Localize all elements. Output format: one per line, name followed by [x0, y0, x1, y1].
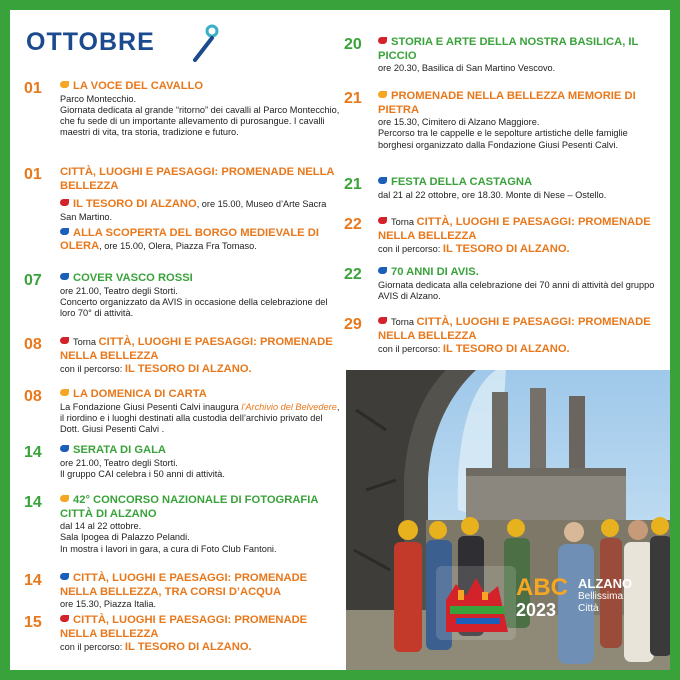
- event-date: 14: [24, 494, 42, 511]
- event-title: STORIA E ARTE DELLA NOSTRA BASILICA, IL PICCIO: [378, 36, 639, 62]
- event-lead: Torna: [391, 317, 417, 327]
- event-text: ore 21.00, Teatro degli Storti.: [60, 285, 178, 296]
- route-name: IL TESORO DI ALZANO.: [442, 343, 570, 355]
- event-date: 22: [344, 216, 362, 233]
- bullet-icon: [378, 37, 387, 44]
- route-label: con il percorso:: [60, 364, 125, 374]
- event-text: , il riordino e i luoghi destinati alla custodia dell’archivio privato del Dott. Giusi Pesenti Calvi .: [60, 401, 340, 435]
- abc-logo-icon: [436, 566, 516, 640]
- event-text: Concerto organizzato da AVIS in occasione della celebrazione del loro 70° di attività.: [60, 296, 328, 319]
- event-title: CITTÀ, LUOGHI E PAESAGGI: PROMENADE NELLA BELLEZZA: [60, 336, 333, 362]
- event-text: ore 20.30, Basilica di San Martino Vescovo.: [378, 63, 556, 73]
- event-text: La Fondazione Giusi Pesenti Calvi inaugura: [60, 401, 242, 412]
- event-text: Sala Ipogea di Palazzo Pelandi.: [60, 532, 190, 543]
- program-sheet: [10, 10, 670, 670]
- event-photo: [346, 370, 670, 670]
- bullet-icon: [378, 267, 387, 274]
- bullet-icon: [60, 495, 69, 502]
- event-title: LA VOCE DEL CAVALLO: [73, 80, 204, 92]
- archive-name: l’Archivio del Belvedere: [241, 401, 337, 412]
- event-date: 14: [24, 572, 42, 589]
- logo-place: ALZANO: [578, 576, 633, 591]
- abc-logo: [516, 576, 568, 620]
- bullet-icon: [60, 81, 69, 88]
- route-name: IL TESORO DI ALZANO.: [124, 363, 252, 375]
- page-title: OTTOBRE: [26, 28, 155, 56]
- logo-abc: ABC: [516, 574, 568, 601]
- event-date: 20: [344, 36, 362, 53]
- event-text: ore 15.30, Cimitero di Alzano Maggiore.: [378, 117, 540, 127]
- bullet-icon: [378, 217, 387, 224]
- event-text: dal 21 al 22 ottobre, ore 18.30. Monte di Nese – Ostello.: [378, 189, 607, 200]
- bullet-icon: [378, 177, 387, 184]
- event-lead: Torna: [391, 217, 417, 227]
- route-label: con il percorso:: [378, 244, 443, 254]
- event-text: ore 15.30, Piazza Italia.: [60, 599, 157, 609]
- event-title: 42° CONCORSO NAZIONALE DI FOTOGRAFIA CITTÀ DI ALZANO: [60, 494, 319, 520]
- event-text: , ore 15.00, Museo d’Arte Sacra San Martino.: [60, 199, 327, 222]
- bullet-icon: [60, 273, 69, 280]
- event-title: COVER VASCO ROSSI: [73, 272, 193, 284]
- bullet-icon: [60, 389, 69, 396]
- event-text: In mostra i lavori in gara, a cura di Foto Club Fantoni.: [60, 543, 277, 554]
- event-date: 29: [344, 316, 362, 333]
- event-text: Parco Montecchio.: [60, 93, 137, 104]
- event-text: Giornata dedicata al grande “ritorno” dei cavalli al Parco Montecchio, che fu sede di un importante allevamento di purosangue. I cavalli maestri di vita, tra storia, tradizione e futuro.: [60, 104, 340, 138]
- event-subtitle: ALLA SCOPERTA DEL BORGO MEDIEVALE DI OLERA: [60, 226, 319, 253]
- event-title: LA DOMENICA DI CARTA: [73, 388, 207, 400]
- event-title: 70 ANNI DI AVIS.: [391, 266, 479, 278]
- event-title: CITTÀ, LUOGHI E PAESAGGI: PROMENADE NELLA BELLEZZA, TRA CORSI D’ACQUA: [60, 572, 308, 598]
- event-date: 15: [24, 614, 42, 631]
- event-title: CITTÀ, LUOGHI E PAESAGGI: PROMENADE NELLA BELLEZZA: [60, 166, 335, 192]
- bullet-icon: [60, 228, 69, 235]
- bullet-icon: [60, 337, 69, 344]
- logo-tagline: Bellissima: [578, 591, 624, 602]
- event-date: 14: [24, 444, 42, 461]
- logo-tagline: Città: [578, 603, 599, 614]
- event-text: ore 21.00, Teatro degli Storti.: [60, 457, 178, 468]
- event-text: , ore 15.00, Olera, Piazza Fra Tomaso.: [99, 241, 257, 252]
- bullet-icon: [378, 91, 387, 98]
- event-date: 22: [344, 266, 362, 283]
- bullet-icon: [60, 615, 69, 622]
- logo-swirl-icon: [192, 24, 220, 62]
- event-text: dal 14 al 22 ottobre.: [60, 521, 142, 531]
- event-text: Il gruppo CAI celebra i 50 anni di attività.: [60, 468, 225, 479]
- event-date: 08: [24, 388, 42, 405]
- event-title: PROMENADE NELLA BELLEZZA MEMORIE DI PIETRA: [378, 90, 636, 116]
- event-date: 01: [24, 80, 42, 97]
- route-label: con il percorso:: [60, 642, 125, 652]
- event-text: Percorso tra le cappelle e le sepolture artistiche delle famiglie borghesi organizzato dalla Fondazione Giusi Pesenti Calvi.: [378, 128, 628, 150]
- event-title: SERATA DI GALA: [73, 444, 167, 456]
- photo-illustration: [346, 370, 670, 670]
- event-text: Giornata dedicata alla celebrazione dei 70 anni di attività del gruppo AVIS di Alzano.: [378, 279, 655, 301]
- bullet-icon: [60, 573, 69, 580]
- event-title: CITTÀ, LUOGHI E PAESAGGI: PROMENADE NELLA BELLEZZA: [378, 216, 651, 242]
- event-title: CITTÀ, LUOGHI E PAESAGGI: PROMENADE NELLA BELLEZZA: [378, 316, 651, 342]
- route-name: IL TESORO DI ALZANO.: [124, 641, 252, 653]
- route-name: IL TESORO DI ALZANO.: [442, 243, 570, 255]
- event-subtitle: IL TESORO DI ALZANO: [73, 198, 197, 210]
- bullet-icon: [60, 199, 69, 206]
- bullet-icon: [378, 317, 387, 324]
- event-title: CITTÀ, LUOGHI E PAESAGGI: PROMENADE NELLA BELLEZZA: [60, 614, 308, 640]
- city-logo: [578, 576, 632, 615]
- event-date: 07: [24, 272, 42, 289]
- bullet-icon: [60, 445, 69, 452]
- logo-year: 2023: [516, 600, 557, 620]
- event-date: 21: [344, 176, 362, 193]
- event-date: 08: [24, 336, 42, 353]
- event-title: FESTA DELLA CASTAGNA: [391, 176, 533, 188]
- event-date: 01: [24, 166, 42, 183]
- event-lead: Torna: [73, 337, 99, 347]
- event-date: 21: [344, 90, 362, 107]
- route-label: con il percorso:: [378, 344, 443, 354]
